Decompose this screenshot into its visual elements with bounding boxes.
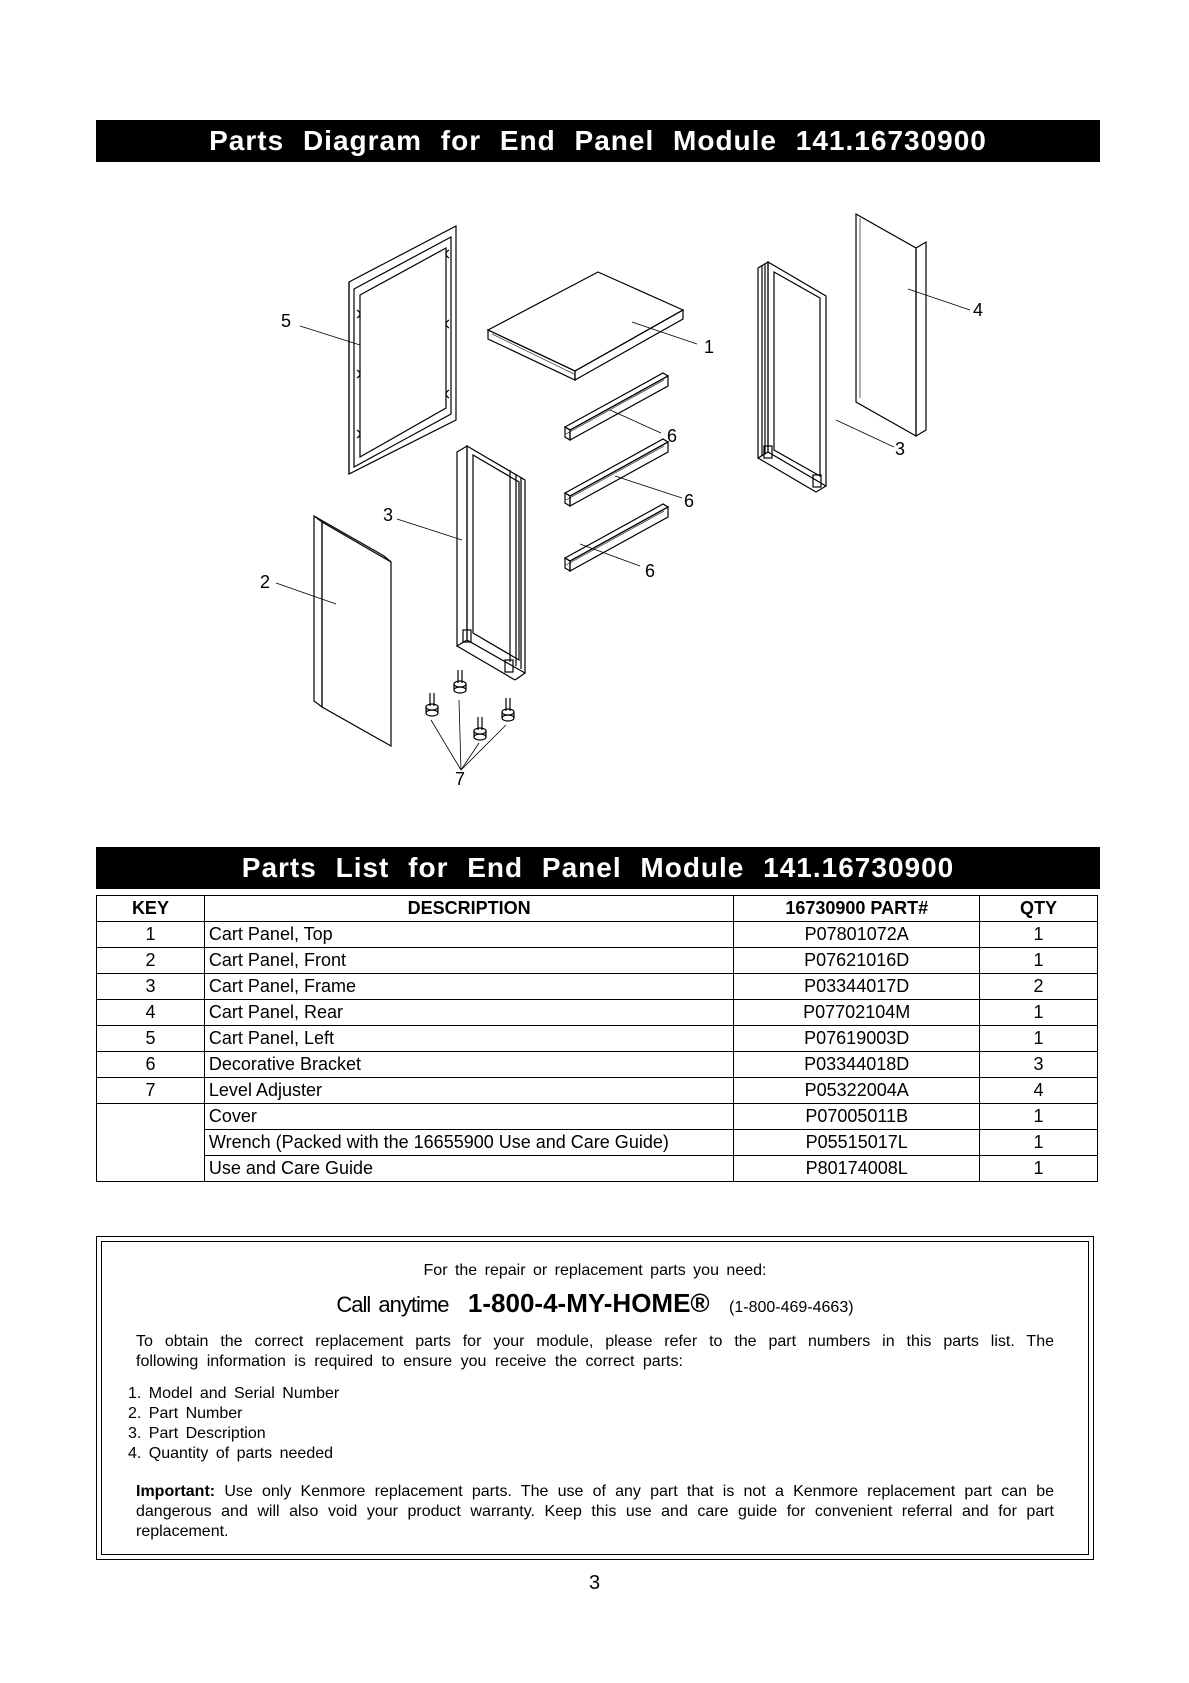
info-item-2: 2. Part Number xyxy=(128,1405,243,1422)
cell-description: Cart Panel, Top xyxy=(204,922,733,948)
part-1-top-panel xyxy=(488,272,683,380)
phone-numeric: (1-800-469-4663) xyxy=(729,1299,854,1316)
info-item-1: 1. Model and Serial Number xyxy=(128,1385,340,1402)
header-key: KEY xyxy=(97,896,205,922)
parts-diagram xyxy=(0,0,1189,840)
important-note xyxy=(136,1482,1054,1542)
cell-description: Level Adjuster xyxy=(204,1078,733,1104)
call-prefix: Call anytime xyxy=(336,1292,449,1317)
phone-number: 1-800-4-MY-HOME® xyxy=(467,1288,710,1318)
cell-qty: 1 xyxy=(980,1130,1098,1156)
cell-qty: 4 xyxy=(980,1078,1098,1104)
cell-qty: 1 xyxy=(980,1156,1098,1182)
cell-qty: 3 xyxy=(980,1052,1098,1078)
callout-1: 1 xyxy=(704,337,715,357)
cell-key: 7 xyxy=(97,1078,205,1104)
cell-key: 3 xyxy=(97,974,205,1000)
callout-3a: 3 xyxy=(383,505,394,525)
cell-part-number: P07801072A xyxy=(734,922,980,948)
callout-6a: 6 xyxy=(667,426,678,446)
cell-description: Decorative Bracket xyxy=(204,1052,733,1078)
table-row xyxy=(97,948,1098,974)
table-row xyxy=(97,1026,1098,1052)
cell-key: 1 xyxy=(97,922,205,948)
call-line xyxy=(102,1288,1088,1319)
cell-qty: 1 xyxy=(980,1104,1098,1130)
important-label: Important: xyxy=(136,1483,216,1500)
callout-6c: 6 xyxy=(645,561,656,581)
page-number: 3 xyxy=(588,1572,601,1594)
cell-part-number: P07702104M xyxy=(734,1000,980,1026)
cell-description: Cart Panel, Front xyxy=(204,948,733,974)
cell-description: Cover xyxy=(204,1104,733,1130)
cell-qty: 1 xyxy=(980,1026,1098,1052)
callout-3b: 3 xyxy=(895,439,906,459)
part-3-front-frame xyxy=(457,446,525,680)
table-row xyxy=(97,1130,1098,1156)
header-part-number: 16730900 PART# xyxy=(734,896,980,922)
cell-part-number: P05515017L xyxy=(734,1130,980,1156)
important-text: Use only Kenmore replacement parts. The use of any part that is not a Kenmore replacement part can be dangerous and will also void your product warranty. Keep this use and care guide for convenient referral and for part replacement. xyxy=(136,1483,1054,1540)
cell-description: Cart Panel, Left xyxy=(204,1026,733,1052)
part-6-bracket-top xyxy=(565,373,668,440)
cell-key: 6 xyxy=(97,1052,205,1078)
callout-5: 5 xyxy=(281,311,292,331)
callout-4: 4 xyxy=(973,300,984,320)
part-4-rear-panel xyxy=(856,214,926,436)
callout-7: 7 xyxy=(455,769,466,789)
table-row xyxy=(97,922,1098,948)
cell-qty: 2 xyxy=(980,974,1098,1000)
leader-lines xyxy=(276,289,970,770)
part-7-level-adjusters xyxy=(426,670,514,740)
cell-part-number: P03344018D xyxy=(734,1052,980,1078)
table-row xyxy=(97,1000,1098,1026)
info-paragraph: To obtain the correct replacement parts for your module, please refer to the part numbers in this parts list. The following information is required to ensure you receive the correct parts: xyxy=(136,1333,1054,1370)
table-row xyxy=(97,1052,1098,1078)
cell-key: 5 xyxy=(97,1026,205,1052)
parts-list-banner: Parts List for End Panel Module 141.16730900 xyxy=(96,847,1100,889)
cell-part-number: P07619003D xyxy=(734,1026,980,1052)
cell-key xyxy=(97,1130,205,1156)
part-3-rear-frame xyxy=(758,262,826,492)
info-item-4: 4. Quantity of parts needed xyxy=(128,1445,334,1462)
part-2-front-panel xyxy=(314,516,391,746)
info-intro: For the repair or replacement parts you need: xyxy=(423,1262,767,1279)
cell-qty: 1 xyxy=(980,948,1098,974)
parts-table xyxy=(96,895,1098,1182)
callout-6b: 6 xyxy=(684,491,695,511)
cell-key: 2 xyxy=(97,948,205,974)
cell-key xyxy=(97,1104,205,1130)
info-box xyxy=(96,1236,1094,1560)
cell-description: Wrench (Packed with the 16655900 Use and Care Guide) xyxy=(204,1130,733,1156)
info-box-inner xyxy=(101,1241,1089,1555)
table-header-row xyxy=(97,896,1098,922)
table-row xyxy=(97,1104,1098,1130)
cell-part-number: P03344017D xyxy=(734,974,980,1000)
cell-key xyxy=(97,1156,205,1182)
header-description: DESCRIPTION xyxy=(204,896,733,922)
table-row xyxy=(97,974,1098,1000)
cell-description: Use and Care Guide xyxy=(204,1156,733,1182)
diagram-banner: Parts Diagram for End Panel Module 141.16730900 xyxy=(96,120,1100,162)
cell-part-number: P80174008L xyxy=(734,1156,980,1182)
callout-2: 2 xyxy=(260,572,271,592)
cell-part-number: P05322004A xyxy=(734,1078,980,1104)
part-6-bracket-middle xyxy=(565,439,668,506)
table-row xyxy=(97,1078,1098,1104)
cell-part-number: P07621016D xyxy=(734,948,980,974)
parts-table-body xyxy=(97,922,1098,1182)
header-qty: QTY xyxy=(980,896,1098,922)
cell-description: Cart Panel, Rear xyxy=(204,1000,733,1026)
cell-qty: 1 xyxy=(980,922,1098,948)
info-item-3: 3. Part Description xyxy=(128,1425,266,1442)
cell-description: Cart Panel, Frame xyxy=(204,974,733,1000)
cell-part-number: P07005011B xyxy=(734,1104,980,1130)
table-row xyxy=(97,1156,1098,1182)
part-5-left-panel xyxy=(349,226,456,474)
cell-key: 4 xyxy=(97,1000,205,1026)
cell-qty: 1 xyxy=(980,1000,1098,1026)
